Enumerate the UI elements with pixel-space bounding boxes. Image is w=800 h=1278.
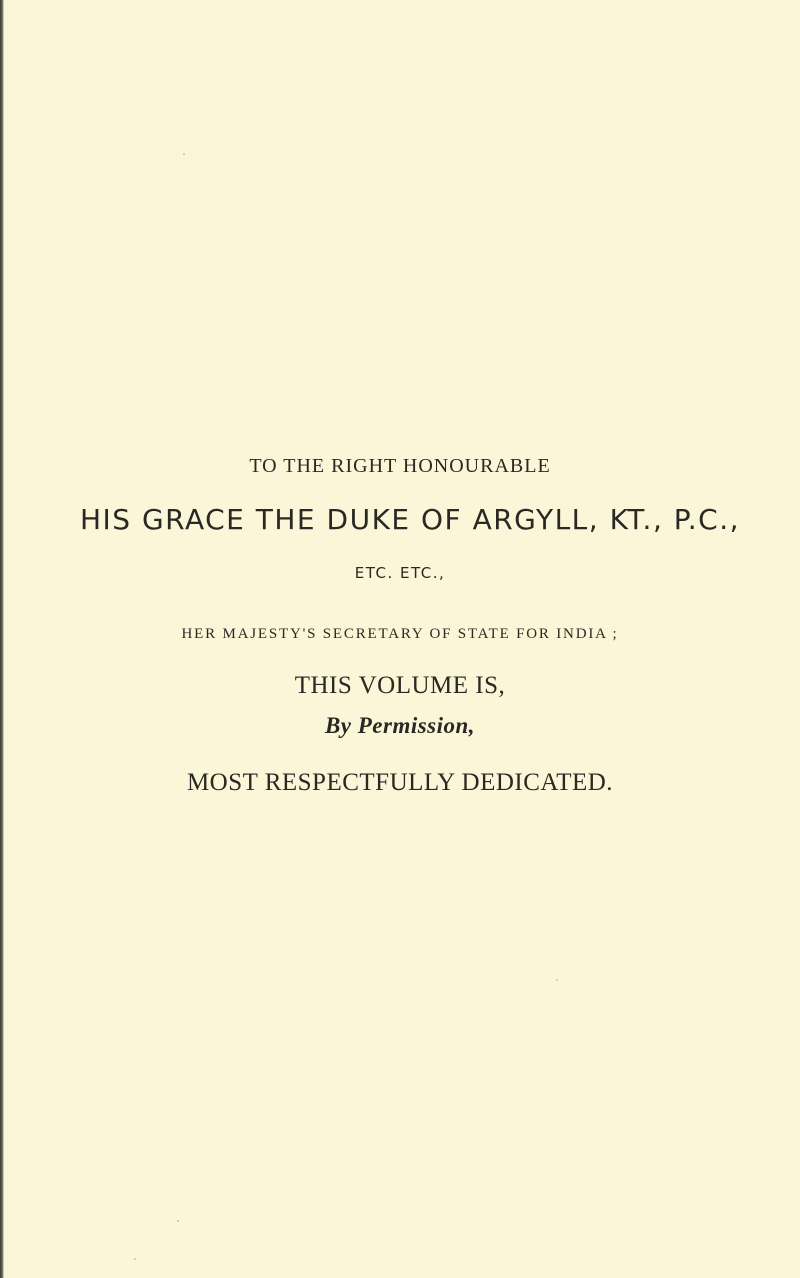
paper-speck xyxy=(177,1220,179,1222)
dedication-line-secretary: HER MAJESTY'S SECRETARY OF STATE FOR INDIA ; xyxy=(181,626,619,642)
paper-speck xyxy=(183,153,185,155)
dedication-line-etc: ETC. ETC., xyxy=(354,564,446,582)
dedication-line-duke: HIS GRACE THE DUKE OF ARGYLL, KT., P.C., xyxy=(79,503,741,536)
dedication-line-permission: By Permission, xyxy=(324,713,476,738)
paper-speck xyxy=(134,1258,136,1260)
dedication-line-dedicated: MOST RESPECTFULLY DEDICATED. xyxy=(186,769,614,796)
paper-speck xyxy=(556,979,558,981)
dedication-line-volume: THIS VOLUME IS, xyxy=(294,672,506,699)
dedication-line-to: TO THE RIGHT HONOURABLE xyxy=(249,455,551,477)
